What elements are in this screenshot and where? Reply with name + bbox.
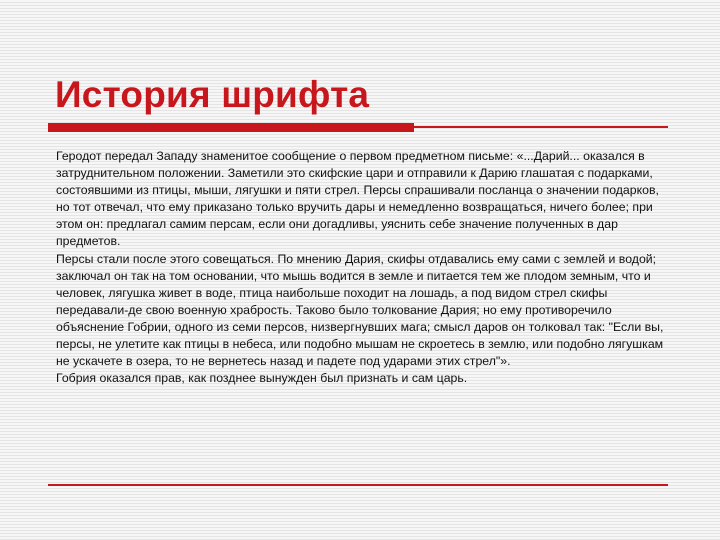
bottom-divider bbox=[48, 484, 668, 486]
slide-body bbox=[56, 148, 668, 387]
body-paragraph-3: Гобрия оказался прав, как позднее вынужден был признать и сам царь. bbox=[56, 371, 468, 386]
body-paragraph-1: Геродот передал Западу знаменитое сообщение о первом предметном письме: «...Дарий... оказался в затруднительном положении. Заметили это скифские цари и отправили к Дарию глашатая с подарками, состоявшими из птицы, мыши, лягушки и пяти стрел. Персы спрашивали посланца о значении подарков, но тот отвечал, что ему приказано только вручить дары и немедленно возвращаться, ничего более; при этом он: предлагал самим персам, если они догадливы, уяснить себе значение полученных в дар предметов. bbox=[56, 149, 659, 249]
title-underline-thin bbox=[48, 126, 668, 128]
slide-title: История шрифта bbox=[55, 74, 370, 115]
body-paragraph-2: Персы стали после этого совещаться. По мнению Дария, скифы отдавались ему сами с землей и водой; заключал он так на том основании, что мышь водится в земле и питается тем же плодом земным, что и человек, лягушка живет в воде, птица наибольше походит на лошадь, а под видом стрел скифы передавали-де свою военную храбрость. Таково было толкование Дария; но ему противоречило объяснение Гобрии, одного из семи персов, низвергнувших мага; смысл даров он толковал так: "Если вы, персы, не улетите как птицы в небеса, или подобно мышам не скроетесь в землю, или подобно лягушкам не ускачете в озера, то не вернетесь назад и падете под ударами этих стрел"». bbox=[56, 251, 664, 369]
